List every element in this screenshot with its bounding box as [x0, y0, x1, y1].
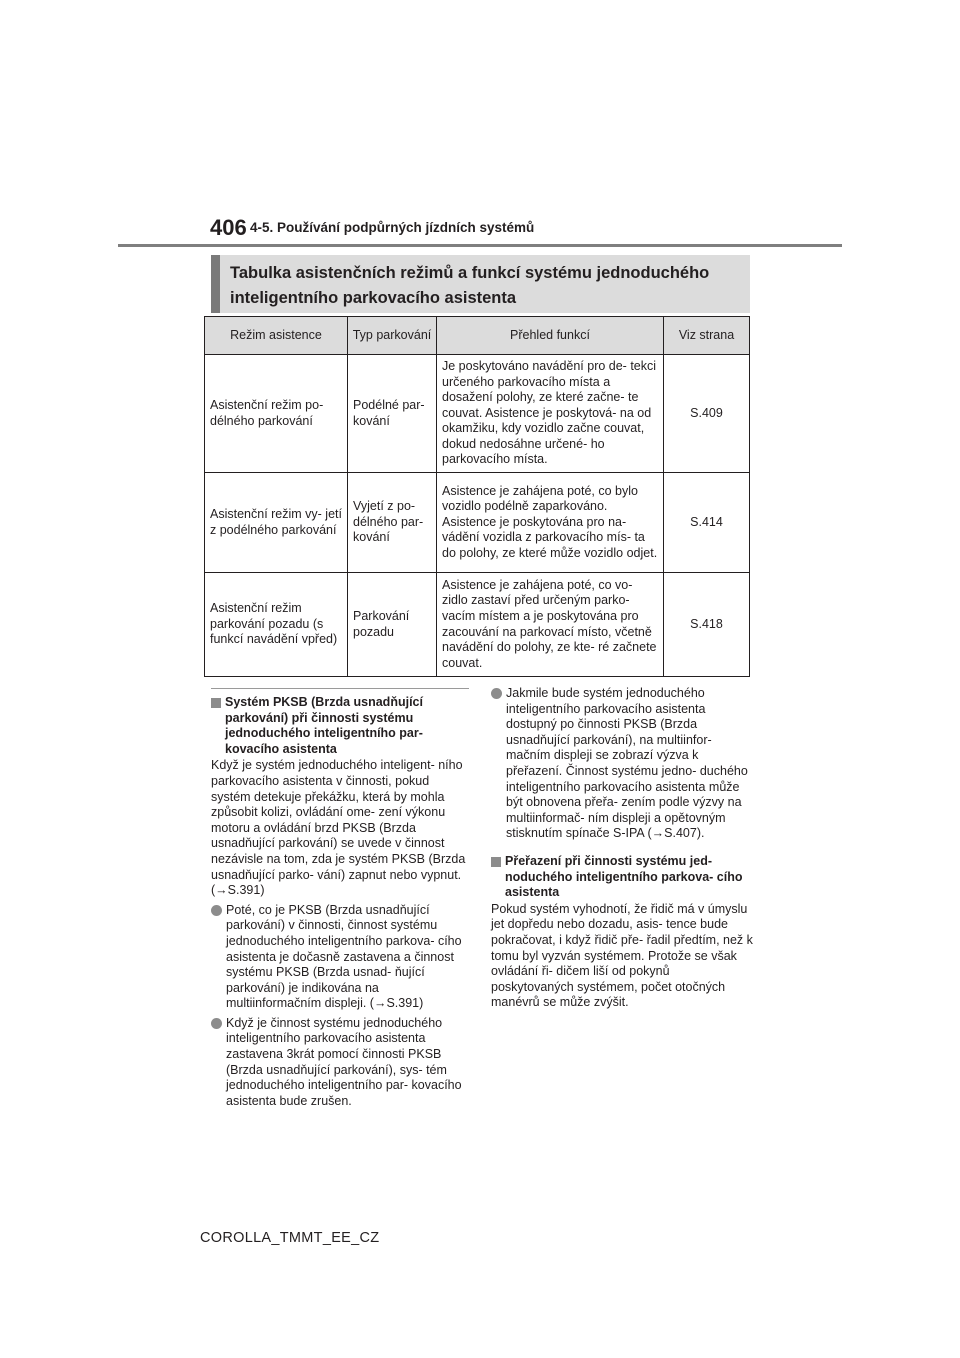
cell-overview: Asistence je zahájena poté, co bylo vozidlo podélně zaparkováno. Asistence je poskytována pro na- vádění vozidla z parkovacího mís- ta do polohy, ze které může vozidlo odjet. — [437, 473, 664, 573]
cell-ref: S.418 — [664, 573, 750, 677]
page-number: 406 — [210, 215, 247, 240]
cell-ref: S.409 — [664, 355, 750, 473]
list-item — [211, 903, 469, 1012]
cell-mode: Asistenční režim vy- jetí z podélného parkování — [205, 473, 348, 573]
table-row — [205, 473, 750, 573]
left-column — [211, 688, 469, 1109]
circle-bullet-icon — [211, 1018, 222, 1029]
list-item — [491, 686, 753, 842]
circle-bullet-icon — [491, 688, 502, 699]
table-header-row — [205, 317, 750, 355]
square-bullet-icon — [211, 698, 221, 708]
list-item-text: Když je činnost systému jednoduchého inteligentního parkovacího asistenta zastavena 3krát pomocí činnosti PKSB (Brzda usnadňující parkování), sys- tém jednoduchého inteligentního par- kovacího asistenta bude zrušen. — [226, 1015, 462, 1108]
table-row — [205, 573, 750, 677]
shift-paragraph: Pokud systém vyhodnotí, že řidič má v úmyslu jet dopředu nebo dozadu, asis- tence bude pokračovat, i když řidič pře- řadil předtím, než k tomu byl vyzván systémem. Protože se však ovládání ři- dičem liší od pokynů poskytovaných systémem, počet otočných manévrů se může zvýšit. — [491, 901, 753, 1010]
cell-type: Vyjetí z po- délného par- kování — [348, 473, 437, 573]
column-divider — [211, 688, 469, 689]
cell-type: Parkování pozadu — [348, 573, 437, 677]
square-bullet-icon — [491, 857, 501, 867]
assist-modes-table — [204, 316, 750, 677]
circle-bullet-icon — [211, 905, 222, 916]
shift-heading-text: Přeřazení při činnosti systému jed- noduchého inteligentního parkova- cího asistenta — [505, 853, 743, 900]
cell-overview: Je poskytováno navádění pro de- tekci určeného parkovacího místa a dosažení polohy, ze které začne- te couvat. Asistence je poskytová- na od okamžiku, kdy vozidlo začne couvat, dokud nedosáhne určené- ho parkovacího místa. — [437, 355, 664, 473]
pksb-heading — [211, 695, 469, 757]
footer-code: COROLLA_TMMT_EE_CZ — [200, 1230, 380, 1246]
header-type: Typ parkování — [348, 317, 437, 355]
cell-mode: Asistenční režim parkování pozadu (s funkcí navádění vpřed) — [205, 573, 348, 677]
table-title-line1: Tabulka asistenčních režimů a funkcí systému jednoduchého — [230, 264, 710, 282]
list-item-text: Poté, co je PKSB (Brzda usnadňující parkování) v činnosti, činnost systému jednoduchého inteligentního parkova- cího asistenta je dočasně zastavena a činnost systému PKSB (Brzda usnad- ňující parkování) je indikována na multiinformačním displeji. (→S.391) — [226, 902, 462, 1011]
section-title: 4-5. Používání podpůrných jízdních systémů — [250, 220, 535, 235]
header-rule — [118, 244, 842, 247]
table-title — [211, 255, 750, 313]
cell-overview: Asistence je zahájena poté, co vo- zidlo zastaví před určeným parko- vacím místem a je poskytována pro zacouvání na parkovací místo, včetně navádění do polohy, ze kte- ré začnete couvat. — [437, 573, 664, 677]
table-row — [205, 355, 750, 473]
table-title-line2: inteligentního parkovacího asistenta — [230, 289, 517, 307]
pksb-heading-text: Systém PKSB (Brzda usnadňující parkování) při činnosti systému jednoduchého inteligentního par- kovacího asistenta — [225, 695, 423, 756]
header-mode: Režim asistence — [205, 317, 348, 355]
cell-ref: S.414 — [664, 473, 750, 573]
header-ref: Viz strana — [664, 317, 750, 355]
right-column — [491, 686, 753, 1011]
shift-heading — [491, 854, 753, 901]
cell-type: Podélné par- kování — [348, 355, 437, 473]
list-item — [211, 1016, 469, 1110]
header-overview: Přehled funkcí — [437, 317, 664, 355]
list-item-text: Jakmile bude systém jednoduchého inteligentního parkovacího asistenta dostupný po činnosti PKSB (Brzda usnadňující parkování), na multiinfor- mačním displeji se zobrazí výzva k přeřazení. Činnost systému jedno- duchého inteligentního parkovacího asistenta může být obnovena přeřa- zením podle výzvy na multiinformač- ním displeji a opětovným stisknutím spínače S-IPA (→S.407). — [506, 686, 748, 841]
cell-mode: Asistenční režim po- délného parkování — [205, 355, 348, 473]
pksb-paragraph: Když je systém jednoduchého inteligent- ního parkovacího asistenta v činnosti, pokud systém detekuje překážku, která by mohla způsobit kolizi, ovládání ome- zení výkonu motoru a ovládání brzd PKSB (Brzda usnadňující parkování) se uvede v činnost nezávisle na tom, zda je systém PKSB (Brzda usnadňující parko- vání) zapnut nebo vypnut. (→S.391) — [211, 758, 466, 898]
